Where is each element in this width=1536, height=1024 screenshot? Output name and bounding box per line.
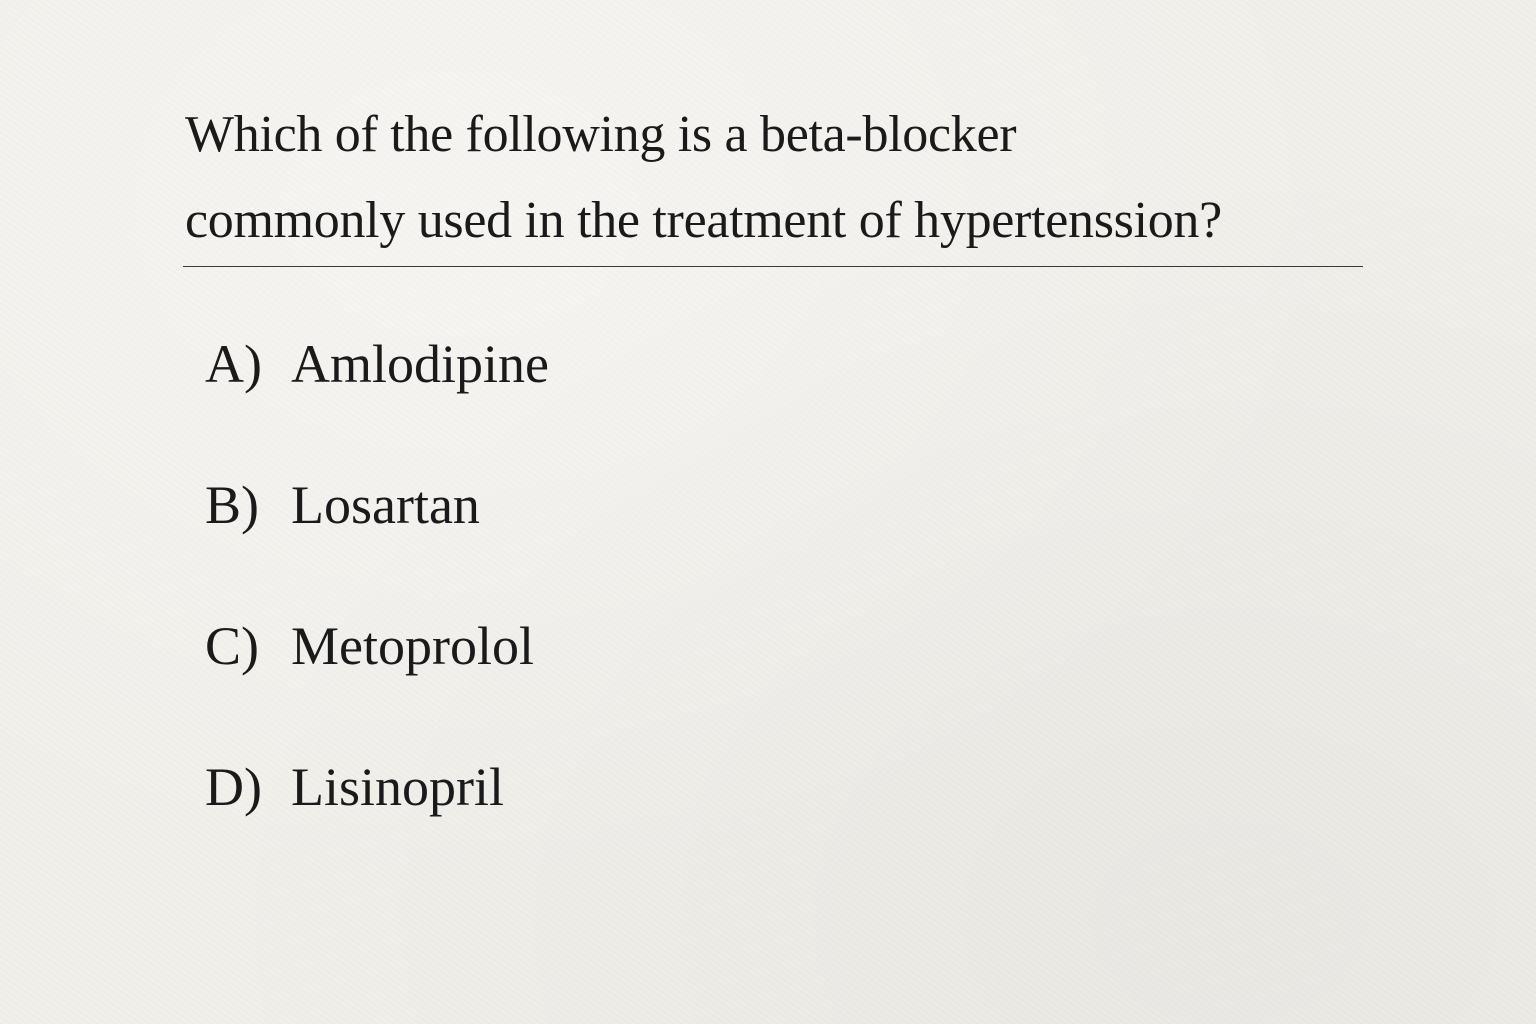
option-c [205, 608, 549, 749]
option-letter: D) [205, 757, 262, 817]
question-line-1: Which of the following is a beta-blocker [185, 106, 1017, 163]
divider-line [183, 266, 1363, 267]
option-b [205, 467, 549, 608]
question-text [185, 92, 1385, 264]
option-text: Metoprolol [291, 616, 534, 676]
question-line-2: commonly used in the treatment of hypertenssion? [185, 192, 1222, 249]
option-a [205, 326, 549, 467]
option-text: Amlodipine [291, 334, 549, 394]
option-text: Lisinopril [291, 757, 504, 817]
option-text: Losartan [291, 475, 480, 535]
option-letter: A) [205, 334, 262, 394]
option-letter: C) [205, 616, 259, 676]
option-letter: B) [205, 475, 259, 535]
answer-options [205, 326, 549, 890]
option-d [205, 749, 549, 890]
